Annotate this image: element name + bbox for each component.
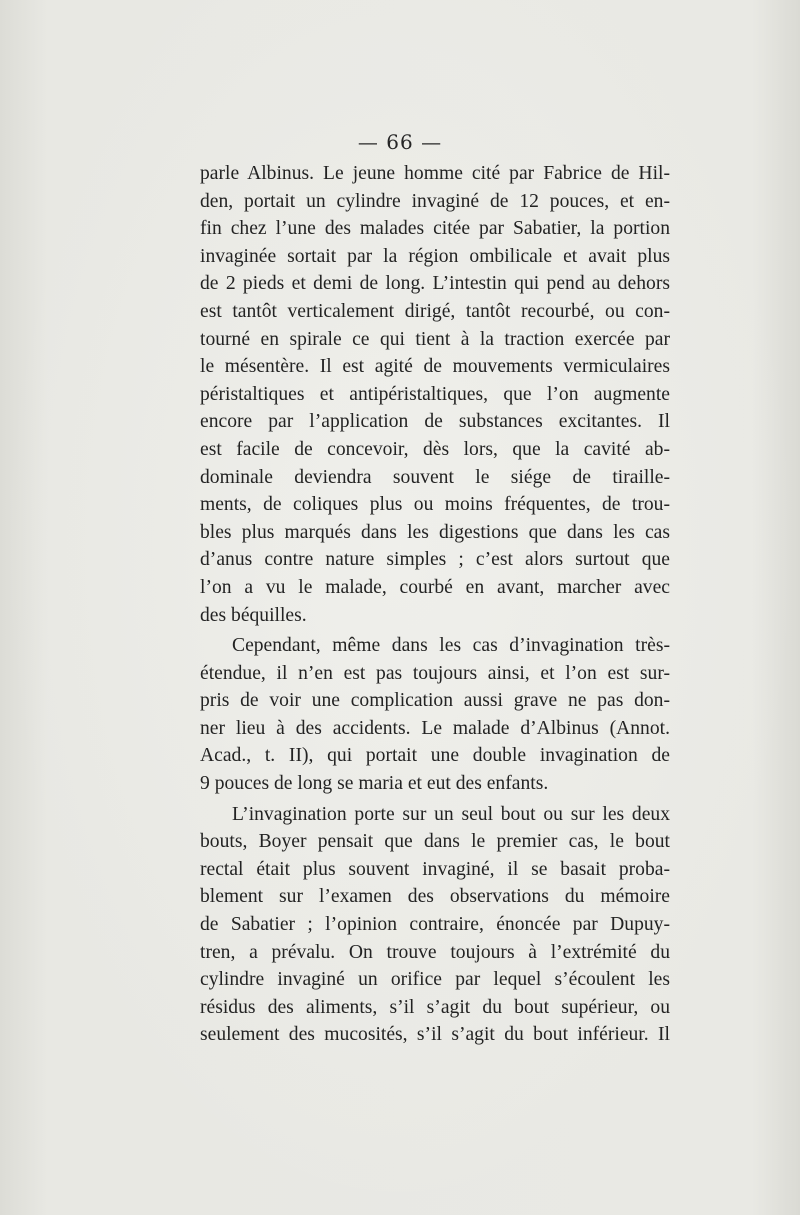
text-line: pris de voir une complication aussi grave ne pas don- — [200, 690, 670, 712]
text-line: résidus des aliments, s’il s’agit du bout supérieur, ou — [200, 996, 670, 1018]
text-line: dominale deviendra souvent le siége de tiraille- — [200, 466, 670, 488]
paragraph-3 — [200, 801, 670, 1049]
text-line: tren, a prévalu. On trouve toujours à l’extrémité du — [200, 941, 670, 963]
page-number: — 66 — — [357, 130, 443, 154]
paragraph-2 — [200, 632, 670, 798]
text-line: de 2 pieds et demi de long. L’intestin qui pend au dehors — [200, 273, 670, 295]
text-line: 9 pouces de long se maria et eut des enfants. — [200, 773, 549, 795]
text-line: péristaltiques et antipéristaltiques, que l’on augmente — [200, 383, 670, 405]
text-line: tourné en spirale ce qui tient à la traction exercée par — [200, 328, 670, 350]
text-line: l’on a vu le malade, courbé en avant, marcher avec — [200, 576, 670, 598]
text-line: encore par l’application de substances excitantes. Il — [200, 411, 670, 433]
text-line: Acad., t. II), qui portait une double invagination de — [200, 745, 670, 767]
text-line: ments, de coliques plus ou moins fréquentes, de trou- — [200, 494, 670, 516]
text-line: des béquilles. — [200, 604, 307, 626]
text-line: ner lieu à des accidents. Le malade d’Albinus (Annot. — [200, 717, 670, 739]
text-line: fin chez l’une des malades citée par Sabatier, la portion — [200, 218, 670, 240]
text-line: bles plus marqués dans les digestions que dans les cas — [200, 521, 670, 543]
text-line: rectal était plus souvent invaginé, il se basait proba- — [200, 858, 670, 880]
text-line: invaginée sortait par la région ombilicale et avait plus — [200, 245, 670, 267]
text-line: den, portait un cylindre invaginé de 12 pouces, et en- — [200, 190, 670, 212]
text-line: étendue, il n’en est pas toujours ainsi, et l’on est sur- — [200, 662, 670, 684]
text-line: est tantôt verticalement dirigé, tantôt recourbé, ou con- — [200, 300, 670, 322]
text-line: est facile de concevoir, dès lors, que la cavité ab- — [200, 438, 670, 460]
text-line: de Sabatier ; l’opinion contraire, énoncée par Dupuy- — [200, 914, 670, 936]
text-line: bouts, Boyer pensait que dans le premier cas, le bout — [200, 831, 670, 853]
paragraph-1 — [200, 160, 670, 629]
text-line: cylindre invaginé un orifice par lequel s’écoulent les — [200, 969, 670, 991]
text-line: d’anus contre nature simples ; c’est alors surtout que — [200, 549, 670, 571]
text-line: seulement des mucosités, s’il s’agit du bout inférieur. Il — [200, 1024, 670, 1046]
text-line: le mésentère. Il est agité de mouvements vermiculaires — [200, 356, 670, 378]
text-line: Cependant, même dans les cas d’invagination très- — [232, 635, 670, 657]
text-line: L’invagination porte sur un seul bout ou sur les deux — [232, 803, 670, 825]
body-text — [200, 160, 670, 1049]
text-line: parle Albinus. Le jeune homme cité par Fabrice de Hil- — [200, 163, 670, 184]
text-line: blement sur l’examen des observations du mémoire — [200, 886, 670, 908]
